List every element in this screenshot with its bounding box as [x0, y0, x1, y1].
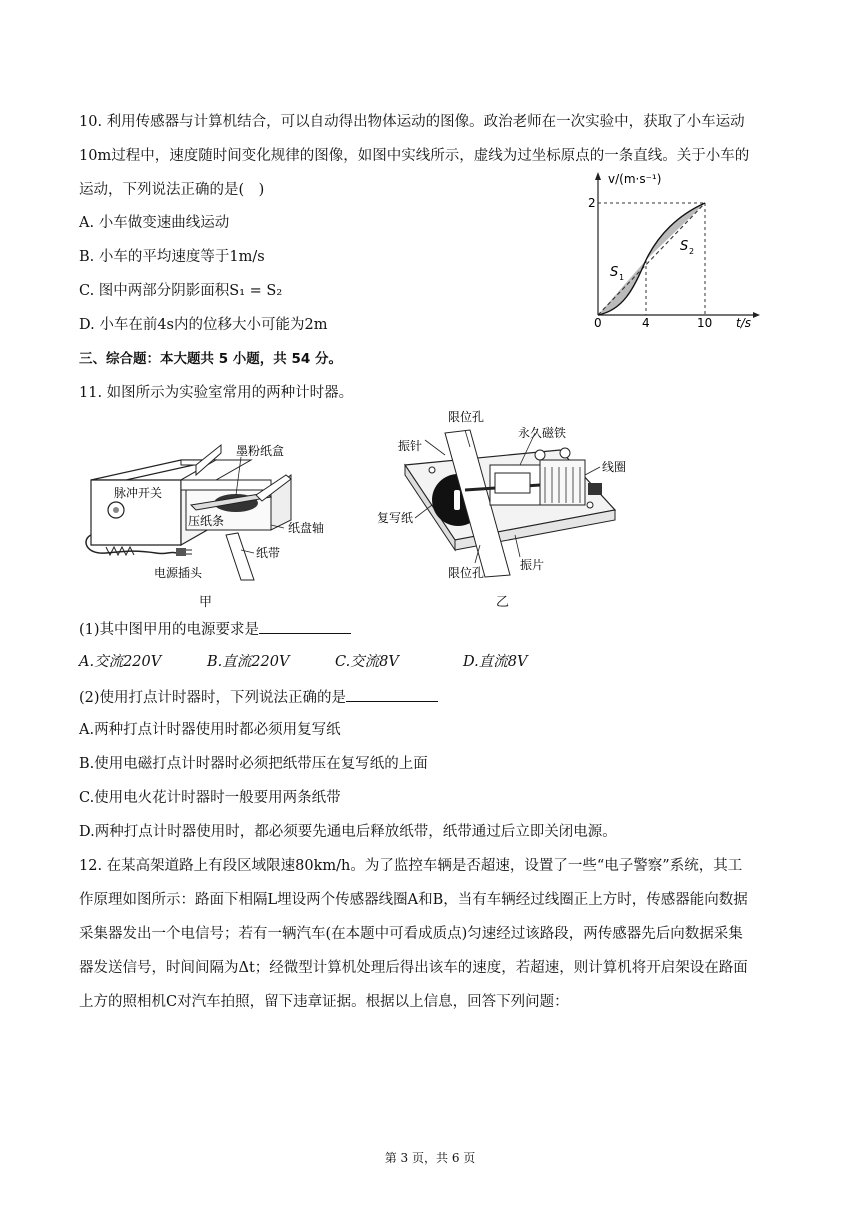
label-limit-hole-top: 限位孔	[448, 410, 485, 424]
label-disc-axle: 纸盘轴	[288, 521, 325, 535]
q11-part2-option-d: D.两种打点计时器使用时，都必须要先通电后释放纸带，纸带通过后立即关闭电源。	[79, 824, 617, 840]
q11-part2-blank[interactable]	[346, 687, 438, 702]
t-axis-label: t/s	[736, 316, 751, 330]
t-tick-0: 0	[594, 316, 602, 330]
figure-yi-electromagnetic-timer	[370, 405, 650, 585]
q11-part2-option-c: C.使用电火花计时器时一般要用两条纸带	[79, 790, 341, 806]
q11-part1	[79, 619, 351, 640]
q11-part2	[79, 687, 438, 708]
label-pulse-switch: 脉冲开关	[114, 486, 163, 500]
v-axis-label: v/(m·s⁻¹)	[608, 172, 662, 186]
label-power-plug: 电源插头	[154, 566, 203, 580]
section-3-header: 三、综合题：本大题共 5 小题，共 54 分。	[79, 351, 342, 367]
label-coil: 线圈	[602, 460, 627, 474]
s2-subscript: 2	[689, 247, 695, 256]
label-carbon-paper: 复写纸	[377, 511, 414, 525]
page-footer: 第 3 页，共 6 页	[384, 1151, 476, 1165]
s1-subscript: 1	[619, 273, 625, 282]
q11-part1-text: (1)其中图甲用的电源要求是	[79, 622, 260, 638]
label-press-bar: 压纸条	[188, 514, 225, 528]
q12-line-4: 器发送信号，时间间隔为Δt；经微型计算机处理后得出该车的速度，若超速，则计算机将开启架设在路面	[79, 960, 748, 976]
q11-part1-option-b: B.直流220V	[207, 654, 290, 670]
v-tick-2: 2	[588, 196, 596, 210]
label-toner-box: 墨粉纸盒	[236, 444, 285, 458]
s1-label: S	[610, 265, 619, 280]
label-permanent-magnet: 永久磁铁	[518, 426, 567, 440]
t-tick-4: 4	[642, 316, 650, 330]
label-paper-tape: 纸带	[256, 546, 281, 560]
q12-line-5: 上方的照相机C对汽车拍照，留下违章证据。根据以上信息，回答下列问题：	[79, 994, 569, 1010]
caption-yi: 乙	[496, 595, 510, 610]
q10-option-c: C. 图中两部分阴影面积S₁ = S₂	[79, 283, 283, 299]
q10-line-2: 10m过程中，速度随时间变化规律的图像，如图中实线所示，虚线为过坐标原点的一条直线。关于小车的	[79, 148, 750, 164]
q10-option-d: D. 小车在前4s内的位移大小可能为2m	[79, 317, 328, 333]
reference-line	[598, 203, 705, 315]
q11-part2-option-a: A.两种打点计时器使用时都必须用复写纸	[79, 722, 341, 738]
q11-part1-option-c: C.交流8V	[335, 654, 399, 670]
q10-option-a: A. 小车做变速曲线运动	[79, 215, 230, 231]
q12-line-1: 12. 在某高架道路上有段区域限速80km/h。为了监控车辆是否超速，设置了一些“电子警察”系统，其工	[79, 858, 743, 874]
q10-line-3: 运动，下列说法正确的是( )	[79, 182, 265, 198]
t-tick-10: 10	[697, 316, 713, 330]
q11-part1-option-d: D.直流8V	[463, 654, 528, 670]
figure-jia-spark-timer	[76, 435, 346, 585]
q10-line-1: 10. 利用传感器与计算机结合，可以自动得出物体运动的图像。政治老师在一次实验中，获取了小车运动	[79, 114, 745, 130]
q11-part1-option-a: A.交流220V	[79, 654, 162, 670]
q11-part2-text: (2)使用打点计时器时，下列说法正确的是	[79, 690, 347, 706]
label-vibrating-plate: 振片	[520, 558, 545, 572]
q10-option-b: B. 小车的平均速度等于1m/s	[79, 249, 265, 265]
caption-jia: 甲	[199, 595, 213, 610]
q12-line-3: 采集器发出一个电信号；若有一辆汽车(在本题中可看成质点)匀速经过该路段，两传感器先后向数据采集	[79, 926, 743, 942]
velocity-time-graph	[588, 170, 763, 330]
q11-part1-options	[79, 652, 591, 672]
label-vibrating-needle: 振针	[398, 439, 423, 453]
label-limit-hole-bottom: 限位孔	[448, 566, 485, 580]
q12-line-2: 作原理如图所示：路面下相隔L埋设两个传感器线圈A和B，当有车辆经过线圈正上方时，传感器能向数据	[79, 892, 748, 908]
q11-stem: 11. 如图所示为实验室常用的两种计时器。	[79, 385, 354, 401]
q11-part2-option-b: B.使用电磁打点计时器时必须把纸带压在复写纸的上面	[79, 756, 428, 772]
q11-part1-blank[interactable]	[259, 619, 351, 634]
s2-label: S	[680, 239, 689, 254]
